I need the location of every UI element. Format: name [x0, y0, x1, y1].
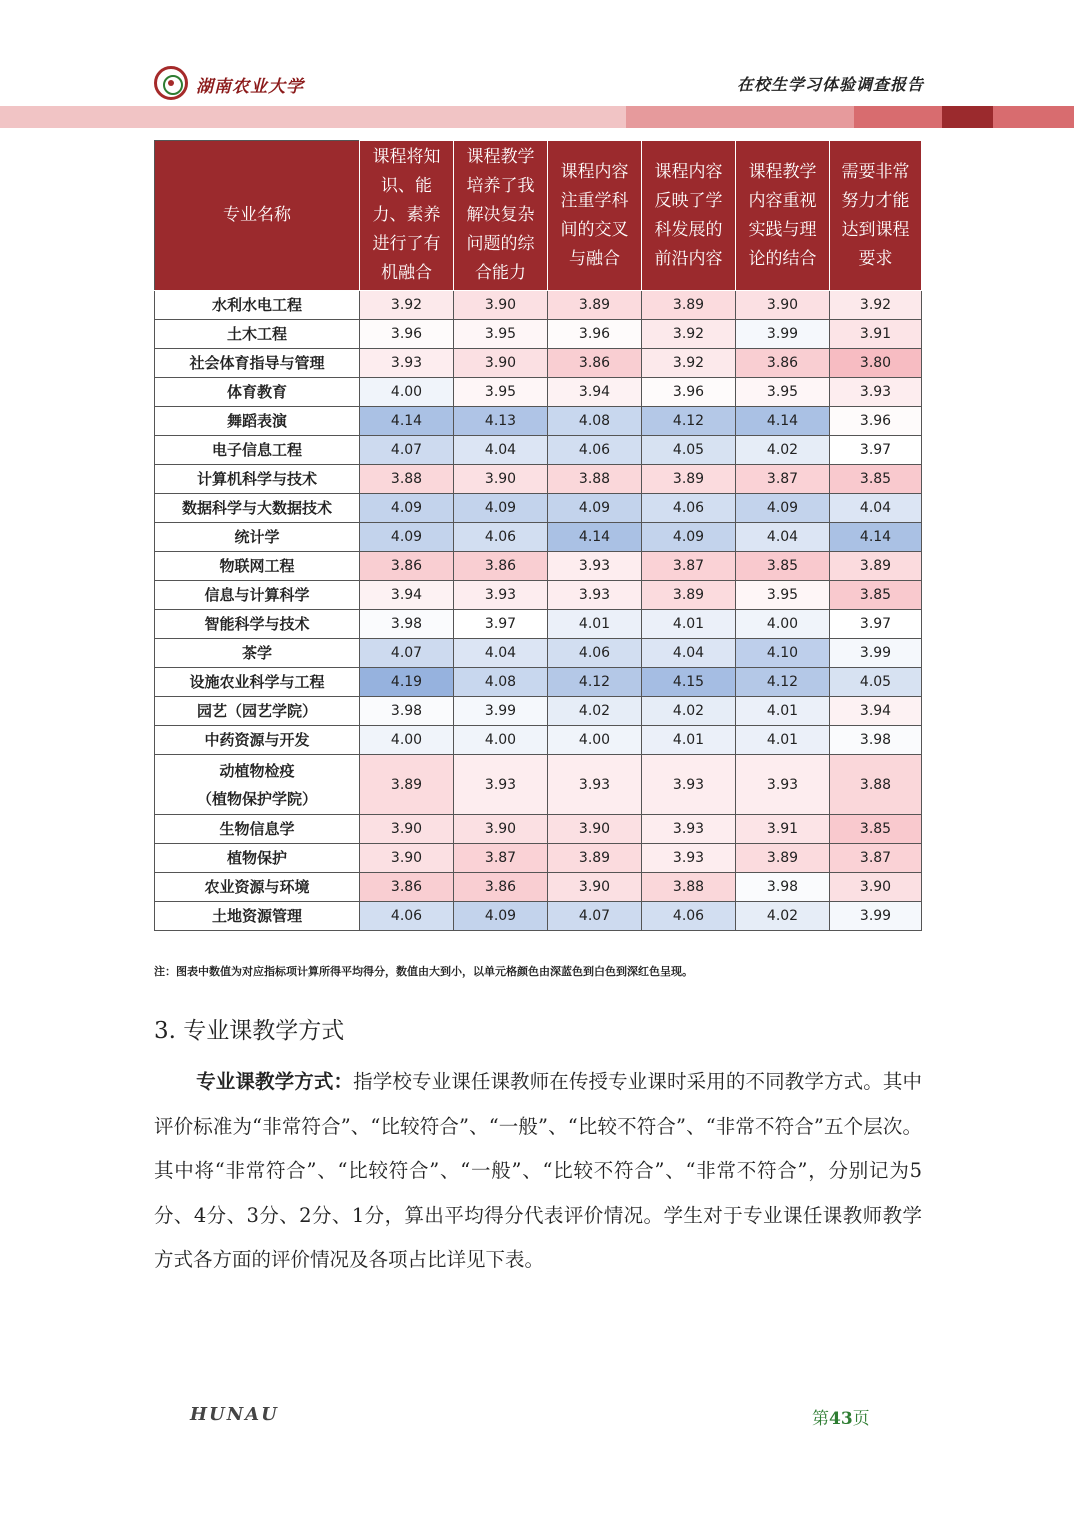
score-cell: 3.86: [548, 349, 642, 378]
major-name-cell: [155, 726, 360, 755]
score-cell: 4.01: [548, 610, 642, 639]
table-row: [155, 291, 922, 320]
score-cell: 3.95: [454, 320, 548, 349]
score-cell: 3.99: [830, 639, 922, 668]
score-cell: 3.89: [642, 581, 736, 610]
score-cell: 4.12: [548, 668, 642, 697]
score-cell: 4.19: [360, 668, 454, 697]
score-cell: 4.02: [548, 697, 642, 726]
score-cell: 3.89: [360, 755, 454, 815]
term-label: 专业课教学方式：: [196, 1070, 354, 1093]
major-name-subtitle: （植物保护学院）: [196, 789, 317, 808]
score-cell: 3.92: [360, 291, 454, 320]
score-cell: 4.09: [642, 523, 736, 552]
major-name-cell: [155, 697, 360, 726]
body-paragraph: [154, 1060, 922, 1283]
score-cell: 4.02: [736, 436, 830, 465]
score-cell: 3.87: [642, 552, 736, 581]
score-cell: 3.95: [736, 378, 830, 407]
score-cell: 4.09: [548, 494, 642, 523]
column-header: 课程内容反映了学科发展的前沿内容: [642, 141, 736, 291]
table-note: 注：图表中数值为对应指标项计算所得平均得分，数值由大到小，以单元格颜色由深蓝色到白色到深红色呈现。: [154, 965, 693, 978]
table-row: [155, 407, 922, 436]
major-name-cell: [155, 407, 360, 436]
score-cell: 3.88: [830, 755, 922, 815]
score-cell: 4.09: [360, 494, 454, 523]
score-cell: 3.87: [736, 465, 830, 494]
header-bar-segment: [942, 106, 993, 128]
score-cell: 4.01: [736, 697, 830, 726]
table-row: [155, 902, 922, 931]
major-name-cell: [155, 494, 360, 523]
table-row: [155, 726, 922, 755]
score-table: [154, 140, 922, 931]
score-cell: 3.90: [360, 844, 454, 873]
page-suffix: 页: [852, 1409, 870, 1429]
score-cell: 3.90: [736, 291, 830, 320]
score-cell: 4.12: [642, 407, 736, 436]
score-cell: 4.15: [642, 668, 736, 697]
header-bar-segment: [993, 106, 1074, 128]
score-cell: 3.90: [830, 873, 922, 902]
report-title: 在校生学习体验调查报告: [736, 75, 924, 94]
score-cell: 4.01: [736, 726, 830, 755]
score-cell: 4.05: [830, 668, 922, 697]
score-cell: 3.93: [360, 349, 454, 378]
score-cell: 4.14: [736, 407, 830, 436]
score-cell: 4.10: [736, 639, 830, 668]
major-name-cell: [155, 320, 360, 349]
score-cell: 3.90: [360, 815, 454, 844]
score-cell: 3.88: [642, 873, 736, 902]
score-cell: 3.93: [736, 755, 830, 815]
page-number-value: 43: [829, 1409, 853, 1429]
score-cell: 3.86: [360, 552, 454, 581]
score-cell: 3.85: [736, 552, 830, 581]
table-row: [155, 844, 922, 873]
major-name-cell: [155, 668, 360, 697]
score-cell: 4.09: [454, 494, 548, 523]
major-name-cell: [155, 291, 360, 320]
major-name-cell: [155, 523, 360, 552]
section-heading: 3. 专业课教学方式: [154, 1018, 345, 1044]
score-cell: 4.06: [548, 639, 642, 668]
score-cell: 4.06: [454, 523, 548, 552]
table-row: [155, 815, 922, 844]
page-prefix: 第: [812, 1409, 829, 1429]
score-cell: 3.94: [548, 378, 642, 407]
score-cell: 3.96: [360, 320, 454, 349]
score-cell: 4.02: [736, 902, 830, 931]
score-cell: 3.90: [454, 291, 548, 320]
score-cell: 4.14: [548, 523, 642, 552]
header-bar-segment: [854, 106, 942, 128]
score-cell: 4.00: [360, 726, 454, 755]
score-cell: 3.94: [360, 581, 454, 610]
score-cell: 3.92: [642, 349, 736, 378]
major-name: 智能科学与技术: [204, 615, 310, 633]
score-cell: 4.06: [548, 436, 642, 465]
table-row: [155, 465, 922, 494]
score-cell: 3.93: [642, 755, 736, 815]
score-cell: 4.01: [642, 610, 736, 639]
score-cell: 3.96: [830, 407, 922, 436]
table-row: [155, 581, 922, 610]
table-row: [155, 349, 922, 378]
score-cell: 3.89: [642, 291, 736, 320]
score-cell: 4.09: [360, 523, 454, 552]
score-cell: 3.95: [736, 581, 830, 610]
column-header: 课程内容注重学科间的交叉与融合: [548, 141, 642, 291]
score-cell: 3.93: [454, 755, 548, 815]
score-cell: 3.93: [548, 581, 642, 610]
score-cell: 4.07: [548, 902, 642, 931]
score-cell: 3.87: [830, 844, 922, 873]
major-name: 土地资源管理: [211, 907, 302, 925]
header-bar-segment: [626, 106, 854, 128]
score-cell: 4.00: [736, 610, 830, 639]
score-cell: 3.85: [830, 465, 922, 494]
score-cell: 3.90: [454, 815, 548, 844]
score-cell: 3.97: [830, 436, 922, 465]
major-name: 设施农业科学与工程: [189, 673, 325, 691]
score-cell: 4.14: [360, 407, 454, 436]
score-cell: 3.92: [642, 320, 736, 349]
major-name: 生物信息学: [219, 820, 295, 838]
major-name-cell: [155, 378, 360, 407]
major-name: 社会体育指导与管理: [189, 354, 325, 372]
score-cell: 3.97: [454, 610, 548, 639]
major-name-cell: [155, 436, 360, 465]
score-cell: 3.90: [454, 349, 548, 378]
table-row: [155, 668, 922, 697]
major-name-cell: [155, 552, 360, 581]
score-cell: 3.98: [360, 697, 454, 726]
major-name-cell: [155, 815, 360, 844]
major-name: 统计学: [234, 528, 280, 546]
score-cell: 3.85: [830, 815, 922, 844]
score-cell: 3.93: [548, 755, 642, 815]
column-header: 课程将知识、能力、素养进行了有机融合: [360, 141, 454, 291]
score-cell: 4.07: [360, 639, 454, 668]
score-cell: 3.89: [736, 844, 830, 873]
major-name-cell: [155, 349, 360, 378]
major-name: 园艺（园艺学院）: [196, 702, 317, 720]
score-cell: 3.93: [642, 844, 736, 873]
score-cell: 3.89: [642, 465, 736, 494]
score-cell: 3.89: [548, 291, 642, 320]
footer-logo: HUNAU: [190, 1404, 279, 1425]
page-header: [0, 0, 1074, 130]
major-name-cell: [155, 755, 360, 815]
score-cell: 3.86: [360, 873, 454, 902]
score-cell: 3.88: [548, 465, 642, 494]
major-name-cell: [155, 465, 360, 494]
score-cell: 3.80: [830, 349, 922, 378]
major-name: 动植物检疫: [219, 761, 295, 780]
score-cell: 4.04: [830, 494, 922, 523]
major-name: 物联网工程: [219, 557, 295, 575]
column-header: 课程教学内容重视实践与理论的结合: [736, 141, 830, 291]
score-cell: 3.96: [548, 320, 642, 349]
score-cell: 4.00: [360, 378, 454, 407]
score-cell: 3.99: [736, 320, 830, 349]
score-cell: 3.93: [454, 581, 548, 610]
major-name: 计算机科学与技术: [196, 470, 317, 488]
score-cell: 3.90: [454, 465, 548, 494]
major-name-cell: [155, 902, 360, 931]
score-cell: 4.06: [642, 902, 736, 931]
table-row: [155, 436, 922, 465]
score-cell: 3.96: [642, 378, 736, 407]
column-header: 课程教学培养了我解决复杂问题的综合能力: [454, 141, 548, 291]
major-name-cell: [155, 873, 360, 902]
score-cell: 3.98: [736, 873, 830, 902]
score-cell: 3.89: [830, 552, 922, 581]
score-cell: 3.97: [830, 610, 922, 639]
score-cell: 4.00: [454, 726, 548, 755]
score-cell: 3.88: [360, 465, 454, 494]
score-cell: 4.04: [454, 639, 548, 668]
score-cell: 4.13: [454, 407, 548, 436]
table-row: [155, 610, 922, 639]
major-name: 体育教育: [226, 383, 287, 401]
score-cell: 3.93: [642, 815, 736, 844]
score-cell: 4.05: [642, 436, 736, 465]
score-cell: 4.06: [360, 902, 454, 931]
university-logo-icon: [154, 66, 188, 100]
score-cell: 4.09: [454, 902, 548, 931]
score-cell: 4.09: [736, 494, 830, 523]
score-cell: 3.93: [548, 552, 642, 581]
score-cell: 4.08: [454, 668, 548, 697]
score-cell: 4.04: [642, 639, 736, 668]
score-cell: 3.90: [548, 873, 642, 902]
score-cell: 4.00: [548, 726, 642, 755]
table-row: [155, 523, 922, 552]
score-cell: 4.01: [642, 726, 736, 755]
score-cell: 3.92: [830, 291, 922, 320]
major-name: 水利水电工程: [211, 296, 302, 314]
score-cell: 3.86: [454, 873, 548, 902]
score-cell: 3.93: [830, 378, 922, 407]
score-cell: 4.04: [454, 436, 548, 465]
major-name: 数据科学与大数据技术: [181, 499, 332, 517]
major-name: 农业资源与环境: [204, 878, 310, 896]
major-name-cell: [155, 581, 360, 610]
score-cell: 3.94: [830, 697, 922, 726]
header-bar-segment: [0, 106, 626, 128]
score-cell: 4.06: [642, 494, 736, 523]
score-cell: 3.91: [830, 320, 922, 349]
table-row: [155, 378, 922, 407]
major-name: 中药资源与开发: [204, 731, 310, 749]
table-row: [155, 320, 922, 349]
score-cell: 3.98: [830, 726, 922, 755]
column-header: 需要非常努力才能达到课程要求: [830, 141, 922, 291]
table-row: [155, 873, 922, 902]
major-name: 茶学: [241, 644, 272, 662]
paragraph-text: 指学校专业课任课教师在传授专业课时采用的不同教学方式。其中评价标准为“非常符合”、“比较符合”、“一般”、“比较不符合”、“非常不符合”五个层次。其中将“非常符合”、“比较符合”、“一般”、“比较不符合”、“非常不符合”，分别记为5分、4分、3分、2分、1分，算出平均得分代表评价情况。学生对于专业课任课教师教学方式各方面的评价情况及各项占比详见下表。: [154, 1070, 922, 1271]
score-cell: 4.02: [642, 697, 736, 726]
major-name: 信息与计算科学: [204, 586, 310, 604]
score-cell: 3.90: [548, 815, 642, 844]
table-row: [155, 552, 922, 581]
table-row: [155, 697, 922, 726]
university-name: 湖南农业大学: [196, 77, 304, 97]
score-cell: 4.14: [830, 523, 922, 552]
table-body: [155, 291, 922, 931]
major-name-cell: [155, 844, 360, 873]
score-cell: 3.86: [736, 349, 830, 378]
score-cell: 3.86: [454, 552, 548, 581]
major-name: 土木工程: [226, 325, 287, 343]
score-cell: 3.87: [454, 844, 548, 873]
table-row: [155, 494, 922, 523]
score-cell: 3.95: [454, 378, 548, 407]
major-name-cell: [155, 610, 360, 639]
table-header-row: [155, 141, 922, 291]
table-row: [155, 755, 922, 815]
score-cell: 3.89: [548, 844, 642, 873]
score-cell: 4.12: [736, 668, 830, 697]
page-number: [812, 1404, 870, 1429]
score-cell: 4.08: [548, 407, 642, 436]
score-cell: 3.98: [360, 610, 454, 639]
score-cell: 4.07: [360, 436, 454, 465]
major-name: 舞蹈表演: [226, 412, 287, 430]
score-cell: 3.99: [454, 697, 548, 726]
table-row: [155, 639, 922, 668]
score-cell: 3.85: [830, 581, 922, 610]
score-cell: 3.99: [830, 902, 922, 931]
major-name-cell: [155, 639, 360, 668]
major-name: 植物保护: [226, 849, 287, 867]
major-name: 电子信息工程: [211, 441, 302, 459]
score-cell: 4.04: [736, 523, 830, 552]
column-header-major: 专业名称: [155, 141, 360, 291]
score-cell: 3.91: [736, 815, 830, 844]
